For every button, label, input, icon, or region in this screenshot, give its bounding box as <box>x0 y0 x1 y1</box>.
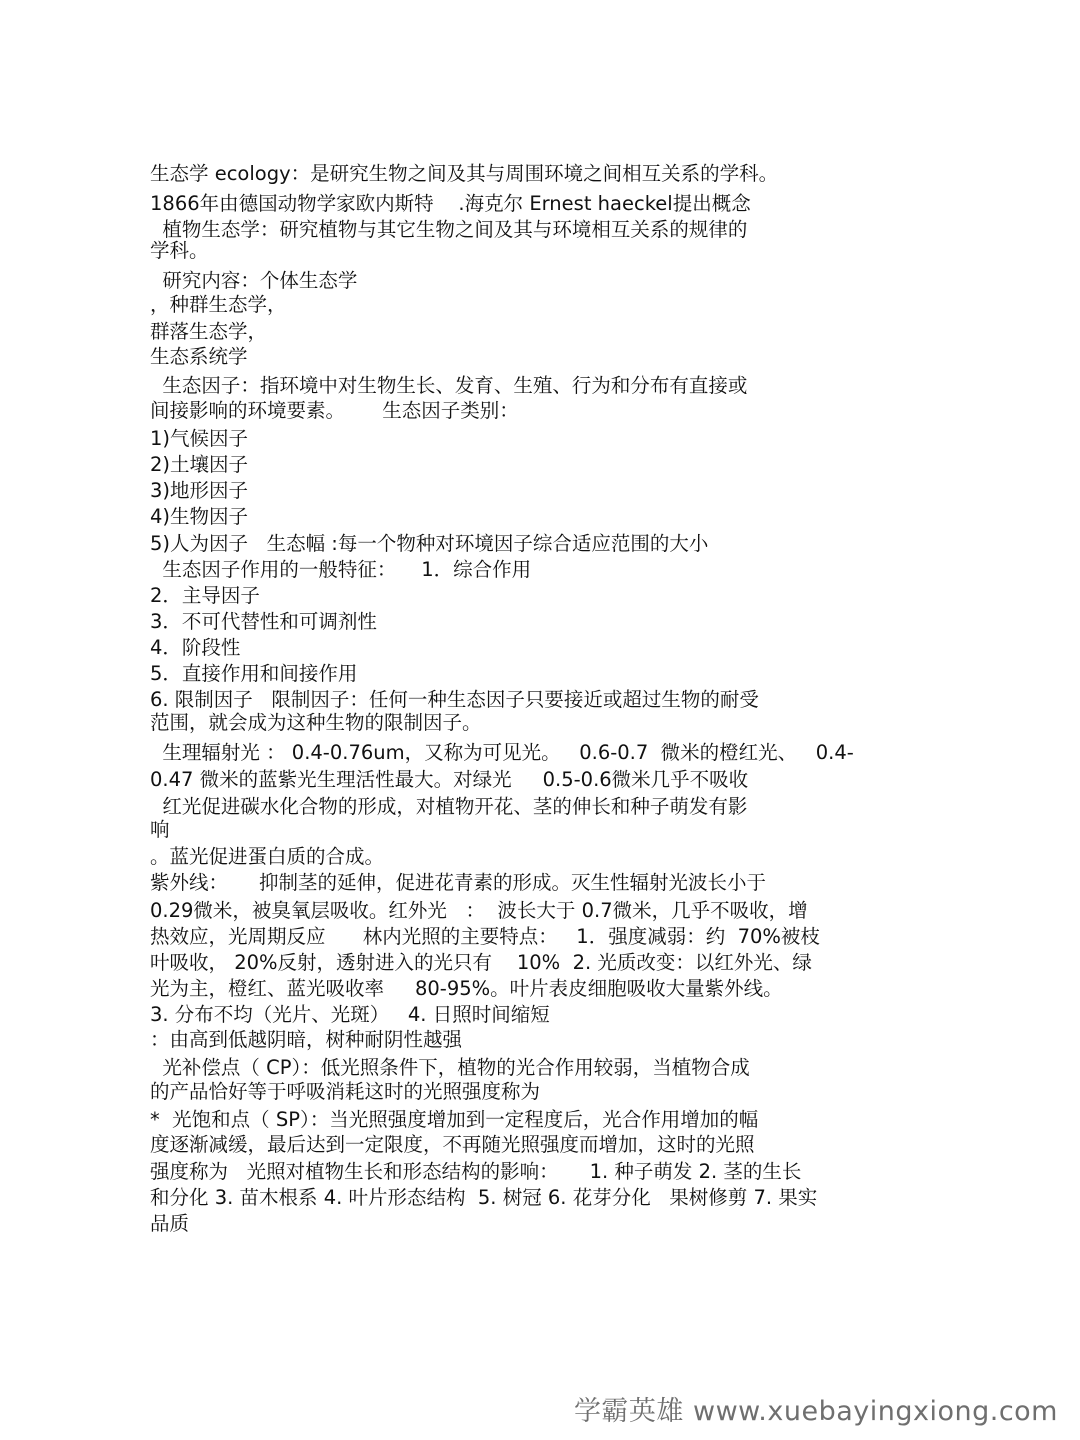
site-watermark: 学霸英雄 www.xuebayingxiong.com <box>573 1396 1058 1427</box>
text-line-34: ：由高到低越阴暗，树种耐阴性越强 <box>150 1028 463 1051</box>
text-line-20: 5．直接作用和间接作用 <box>150 662 358 685</box>
text-line-7: 群落生态学， <box>150 320 268 343</box>
text-line-4: 学科。 <box>150 239 209 262</box>
text-line-26: 响 <box>150 818 170 841</box>
text-line-3: 植物生态学：研究植物与其它生物之间及其与环境相互关系的规律的 <box>150 218 748 241</box>
text-line-27: 。蓝光促进蛋白质的合成。 <box>150 845 385 868</box>
text-line-19: 4．阶段性 <box>150 636 241 659</box>
text-line-18: 3．不可代替性和可调剂性 <box>150 610 377 633</box>
text-line-1: 生态学 ecology：是研究生物之间及其与周围环境之间相互关系的学科。 <box>150 162 779 185</box>
text-line-22: 范围，就会成为这种生物的限制因子。 <box>150 711 482 734</box>
text-line-40: 和分化 3. 苗木根系 4. 叶片形态结构 5. 树冠 6. 花芽分化 果树修剪 7. 果实 <box>150 1186 818 1209</box>
text-line-5: 研究内容：个体生态学 <box>150 269 358 292</box>
text-line-2: 1866年由德国动物学家欧内斯特 .海克尔 Ernest haeckel提出概念 <box>150 192 751 215</box>
text-line-14: 4)生物因子 <box>150 505 249 528</box>
text-line-32: 光为主，橙红、蓝光吸收率 80-95%。叶片表皮细胞吸收大量紫外线。 <box>150 977 783 1000</box>
text-line-8: 生态系统学 <box>150 345 248 368</box>
text-line-24: 0.47 微米的蓝紫光生理活性最大。对绿光 0.5-0.6微米几乎不吸收 <box>150 768 749 791</box>
text-line-37: * 光饱和点（ SP）：当光照强度增加到一定程度后，光合作用增加的幅 <box>150 1108 759 1131</box>
text-line-11: 1)气候因子 <box>150 427 249 450</box>
text-line-6: ，种群生态学， <box>150 293 287 316</box>
text-line-12: 2)土壤因子 <box>150 453 249 476</box>
text-line-15: 5)人为因子 生态幅 :每一个物种对环境因子综合适应范围的大小 <box>150 532 709 555</box>
text-line-25: 红光促进碳水化合物的形成，对植物开花、茎的伸长和种子萌发有影 <box>150 795 748 818</box>
text-line-35: 光补偿点（ CP）：低光照条件下，植物的光合作用较弱，当植物合成 <box>150 1056 750 1079</box>
text-line-9: 生态因子：指环境中对生物生长、发育、生殖、行为和分布有直接或 <box>150 374 748 397</box>
text-line-28: 紫外线： 抑制茎的延伸，促进花青素的形成。灭生性辐射光波长小于 <box>150 871 766 894</box>
text-line-29: 0.29微米，被臭氧层吸收。红外光 ： 波长大于 0.7微米，几乎不吸收，增 <box>150 899 808 922</box>
text-line-13: 3)地形因子 <box>150 479 249 502</box>
text-line-30: 热效应，光周期反应 林内光照的主要特点： 1．强度减弱：约 70%被枝 <box>150 925 820 948</box>
text-line-10: 间接影响的环境要素。 生态因子类别： <box>150 399 519 422</box>
text-line-23: 生理辐射光 ： 0.4-0.76um，又称为可见光。 0.6-0.7 微米的橙红光、 0.4- <box>150 741 854 764</box>
text-line-17: 2．主导因子 <box>150 584 260 607</box>
text-line-36: 的产品恰好等于呼吸消耗这时的光照强度称为 <box>150 1080 541 1103</box>
text-line-21: 6. 限制因子 限制因子：任何一种生态因子只要接近或超过生物的耐受 <box>150 688 759 711</box>
text-line-31: 叶吸收， 20%反射，透射进入的光只有 10% 2. 光质改变：以红外光、绿 <box>150 951 812 974</box>
text-line-41: 品质 <box>150 1212 190 1235</box>
text-line-38: 度逐渐减缓，最后达到一定限度，不再随光照强度而增加，这时的光照 <box>150 1133 755 1156</box>
text-line-33: 3. 分布不均（光片、光斑） 4. 日照时间缩短 <box>150 1003 550 1026</box>
text-line-39: 强度称为 光照对植物生长和形态结构的影响： 1. 种子萌发 2. 茎的生长 <box>150 1160 802 1183</box>
text-line-16: 生态因子作用的一般特征： 1．综合作用 <box>150 558 532 581</box>
